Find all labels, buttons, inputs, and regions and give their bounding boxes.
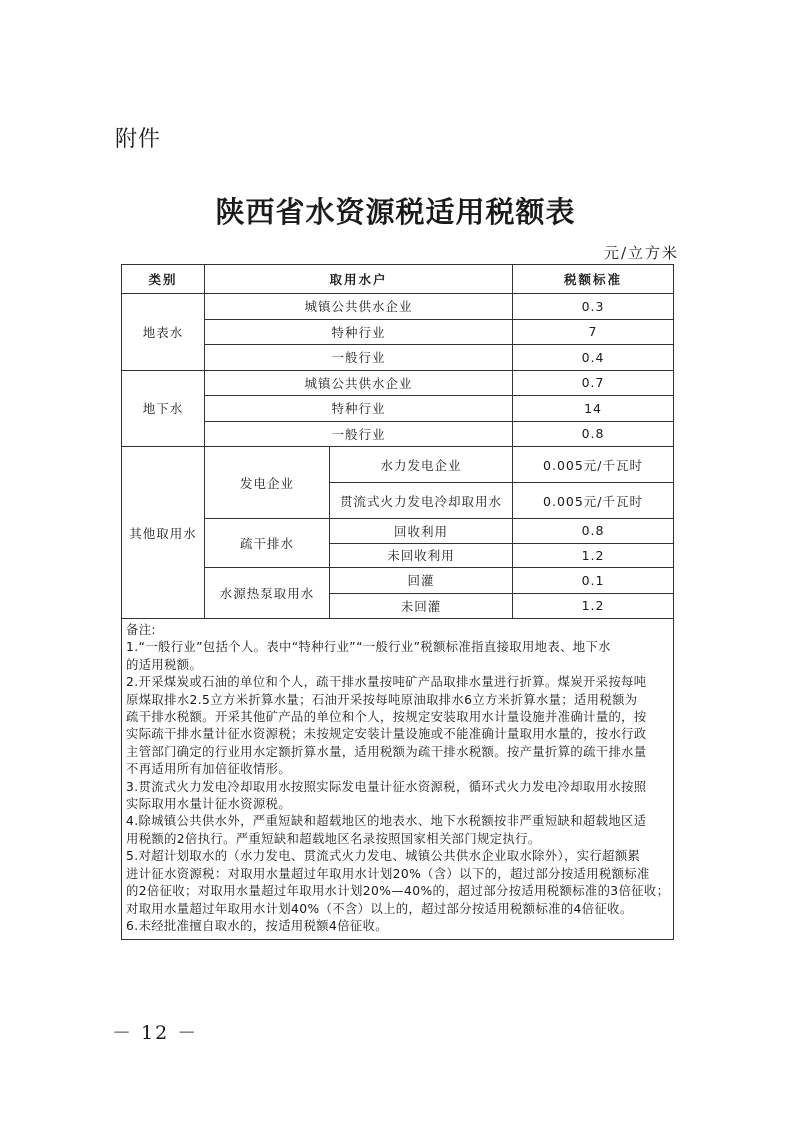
table-row (122, 447, 674, 483)
note-line: 原煤取排水2.5立方米折算水量；石油开采按每吨原油取排水6立方米折算水量；适用税额为 (126, 692, 638, 707)
user-cell: 城镇公共供水企业 (205, 294, 513, 320)
header-user: 取用水户 (205, 265, 513, 294)
table-header-row (122, 265, 674, 294)
note-line: 主管部门确定的行业用水定额折算水量，适用税额为疏干排水税额。按产量折算的疏干排水量 (126, 744, 647, 759)
notes-row (122, 619, 674, 940)
note-line: 进计征水资源税：对取用水量超过年取用水计划20%（含）以下的，超过部分按适用税额标准 (126, 866, 650, 881)
table-row (122, 319, 674, 345)
document-title: 陕西省水资源税适用税额表 (215, 195, 576, 229)
group-power: 发电企业 (205, 447, 330, 519)
user-cell: 回灌 (330, 568, 513, 594)
note-line: 用税额的2倍执行。严重短缺和超载地区名录按照国家相关部门规定执行。 (126, 831, 541, 846)
note-line: 的适用税额。 (126, 657, 203, 672)
page-number: － 12 － (112, 1022, 199, 1044)
user-cell: 特种行业 (205, 396, 513, 422)
attachment-label: 附件 (115, 127, 162, 152)
note-line: 4.除城镇公共供水外，严重短缺和超载地区的地表水、地下水税额按非严重短缺和超载地区适 (126, 814, 647, 829)
rate-cell: 0.3 (513, 294, 674, 320)
note-line: 实际疏干排水量计征水资源税；未按规定安装计量设施或不能准确计量取用水量的，按水行政 (126, 727, 647, 742)
user-cell: 未回灌 (330, 593, 513, 619)
rate-cell: 0.8 (513, 519, 674, 544)
note-line: 的2倍征收；对取用水量超过年取用水计划20%—40%的，超过部分按适用税额标准的3倍征收； (126, 884, 670, 899)
rate-cell: 0.8 (513, 421, 674, 447)
group-heatpump: 水源热泵取用水 (205, 568, 330, 619)
table-row (122, 568, 674, 594)
note-line: 5.对超计划取水的（水力发电、贯流式火力发电、城镇公共供水企业取水除外），实行超额累 (126, 849, 641, 864)
note-line: 疏干排水税额。开采其他矿产品的单位和个人，按规定安装取用水计量设施并准确计量的，按 (126, 710, 647, 725)
table-row (122, 421, 674, 447)
note-line: 不再适用所有加倍征收情形。 (126, 762, 292, 777)
note-line: 实际取用水量计征水资源税。 (126, 797, 292, 812)
rate-cell: 0.005元/千瓦时 (513, 483, 674, 519)
rate-cell: 1.2 (513, 543, 674, 568)
table-row (122, 396, 674, 422)
user-cell: 回收利用 (330, 519, 513, 544)
user-cell: 城镇公共供水企业 (205, 370, 513, 396)
user-cell: 一般行业 (205, 345, 513, 371)
header-category: 类别 (122, 265, 205, 294)
category-ground-water: 地下水 (122, 370, 205, 447)
note-line: 1.“一般行业”包括个人。表中“特种行业”“一般行业”税额标准指直接取用地表、地下水 (126, 640, 611, 655)
note-line: 对取用水量超过年取用水计划40%（不含）以上的，超过部分按适用税额标准的4倍征收。 (126, 901, 633, 916)
rate-cell: 1.2 (513, 593, 674, 619)
category-surface-water: 地表水 (122, 294, 205, 371)
notes-heading: 备注: (126, 623, 156, 637)
table-row (122, 294, 674, 320)
rate-cell: 0.4 (513, 345, 674, 371)
notes-cell (122, 619, 674, 940)
user-cell: 未回收利用 (330, 543, 513, 568)
rate-cell: 7 (513, 319, 674, 345)
user-cell: 特种行业 (205, 319, 513, 345)
user-cell: 一般行业 (205, 421, 513, 447)
rate-cell: 0.005元/千瓦时 (513, 447, 674, 483)
table-row (122, 370, 674, 396)
note-line: 3.贯流式火力发电冷却取用水按照实际发电量计征水资源税，循环式火力发电冷却取用水按照 (126, 779, 647, 794)
note-line: 6.未经批准擅自取水的，按适用税额4倍征收。 (126, 918, 388, 933)
group-drainage: 疏干排水 (205, 519, 330, 568)
unit-label: 元/立方米 (603, 244, 679, 262)
category-other-water: 其他取用水 (122, 447, 205, 619)
table-row (122, 519, 674, 544)
rate-cell: 0.1 (513, 568, 674, 594)
rate-cell: 14 (513, 396, 674, 422)
tax-rate-table (121, 264, 674, 940)
user-cell: 贯流式火力发电冷却取用水 (330, 483, 513, 519)
table-row (122, 345, 674, 371)
user-cell: 水力发电企业 (330, 447, 513, 483)
header-rate: 税额标准 (513, 265, 674, 294)
rate-cell: 0.7 (513, 370, 674, 396)
note-line: 2.开采煤炭或石油的单位和个人，疏干排水量按吨矿产品取排水量进行折算。煤炭开采按每吨 (126, 675, 647, 690)
